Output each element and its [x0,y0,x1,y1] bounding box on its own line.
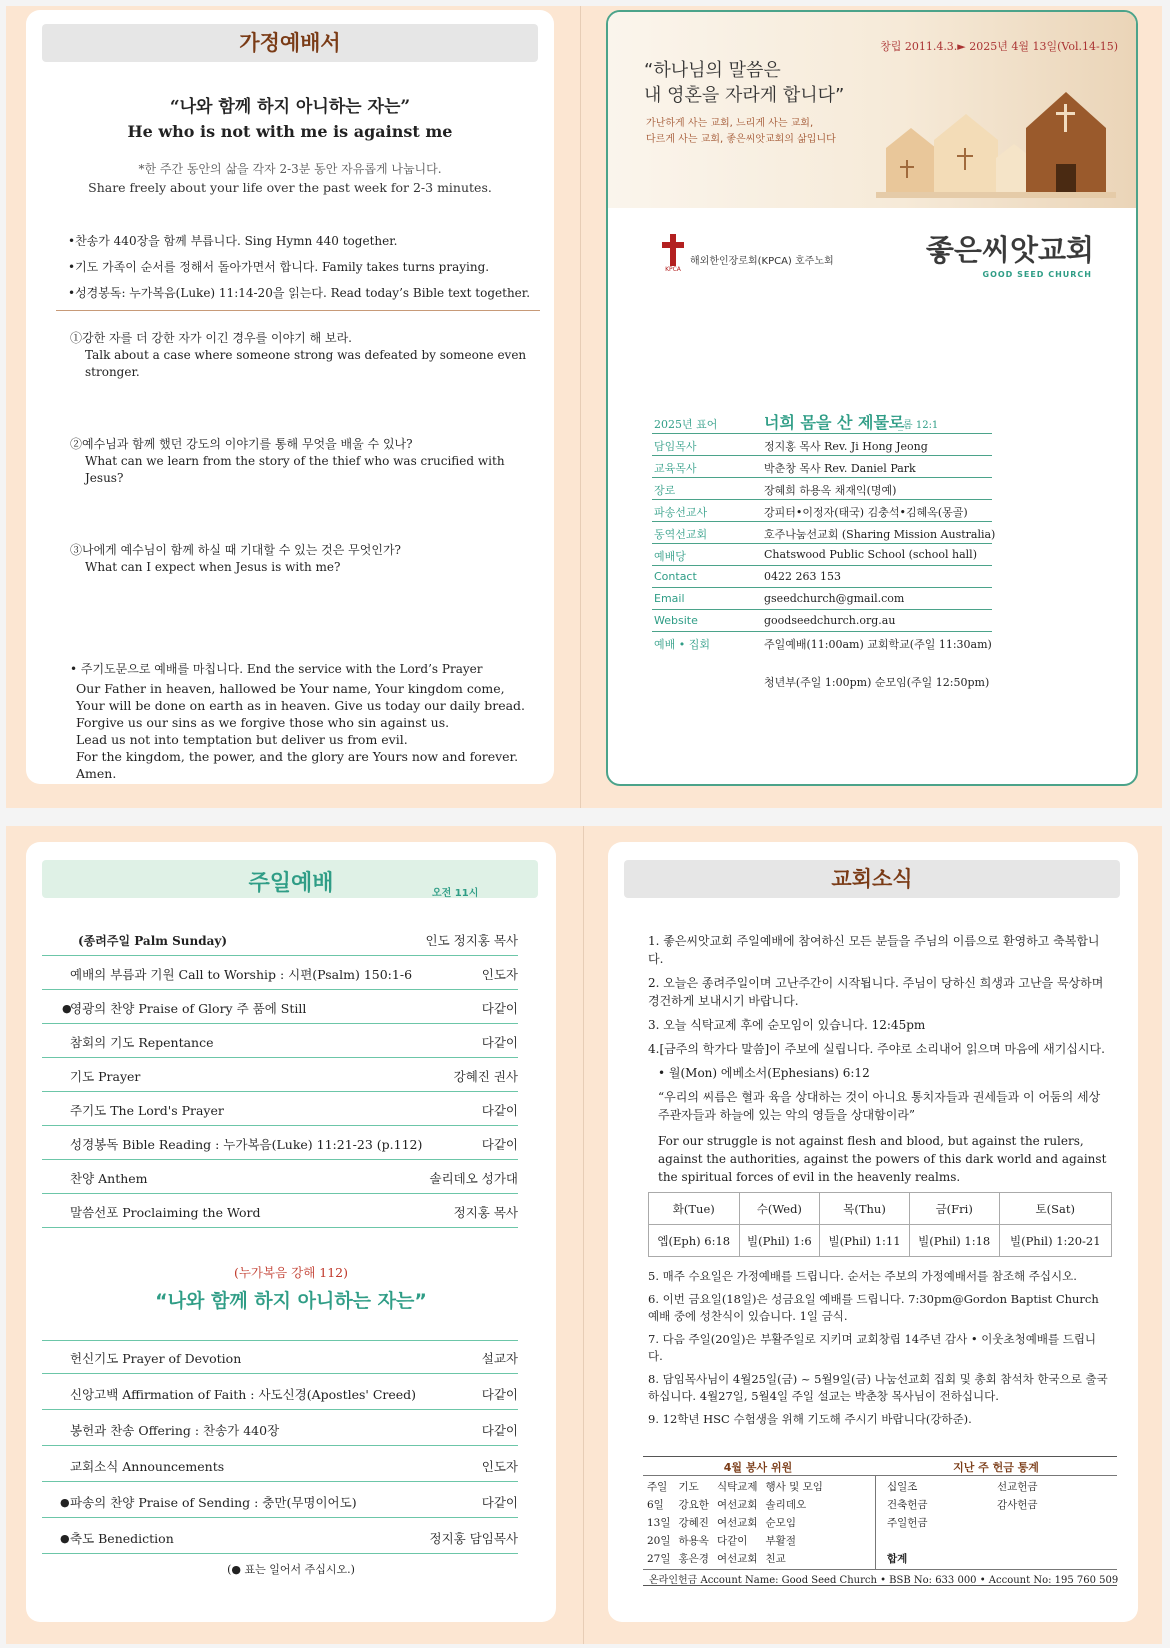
offering-table [883,1477,1113,1567]
service-item: 신앙고백 Affirmation of Faith : 사도신경(Apostles' Creed) [70,1387,417,1402]
news-item: 9. 12학년 HSC 수험생을 위해 기도해 주시기 바랍니다(강하준). [648,1412,972,1426]
info-value: 0422 263 153 [764,570,841,583]
stand-marker: ● [62,1002,72,1015]
table-cell: 솔리데오 [765,1498,807,1511]
weekly-verse-table [648,1192,1112,1257]
table-cell: 27일 [647,1552,671,1565]
info-label: 예배 • 집회 [654,638,710,651]
news-header: 교회소식 [624,860,1120,898]
prayer-line: Your will be done on earth as in heaven. Give us today our daily bread. [76,698,526,713]
question-en: What can I expect when Jesus is with me? [85,560,341,574]
closing-instruction: • 주기도문으로 예배를 마칩니다. End the service with the Lord’s Prayer [70,662,483,676]
table-cell [993,1549,1113,1567]
table-cell: 20일 [647,1534,671,1547]
info-row [652,610,992,632]
service-leader: 정지홍 목사 [453,1205,518,1220]
table-row [883,1477,1113,1495]
service-row [42,1448,518,1482]
table-cell: 주일 [647,1480,668,1493]
service-leader: 인도자 [481,967,518,982]
info-label: 담임목사 [654,440,697,453]
divider [56,310,540,311]
motto-label: 2025년 표어 [654,418,718,431]
prayer-line: Forgive us our sins as we forgive those who sin against us. [76,715,450,730]
service-row [42,1376,518,1410]
table-cell: 하용옥 [678,1534,709,1547]
news-item: 8. 담임목사님이 4월25일(금) ~ 5월9일(금) 나눔선교회 집회 및 총회 참석차 한국으로 출국하십니다. 4월27일, 5월4일 주일 설교는 박춘창 목사님이 전하십니다. [648,1372,1108,1403]
service-row [42,956,518,990]
motto-row [652,408,992,434]
table-cell: 기도 [678,1480,699,1493]
table-row [883,1513,1113,1531]
step-2: •기도 가족이 순서를 정해서 돌아가면서 합니다. Family takes turns praying. [68,260,490,274]
sermon-series: (누가복음 강해 112) [233,1265,348,1280]
info-value: 장혜희 하용옥 채재익(명예) [764,484,897,497]
service-leader: 다같이 [481,1001,518,1016]
news-item: 4.[금주의 학가다 말씀]이 주보에 실립니다. 주야로 소리내어 읽으며 마음에 새기십시다. [648,1042,1105,1056]
table-cell: 식탁교제 [716,1480,758,1493]
verse-cell: 빌(Phil) 1:20-21 [999,1225,1111,1257]
question-1 [70,330,540,381]
service-item: 예배의 부름과 기원 Call to Worship : 시편(Psalm) 150:1-6 [70,967,413,982]
step-3: •성경봉독: 누가복음(Luke) 11:14-20을 읽는다. Read today’s Bible text together. [68,286,531,300]
info-label: Email [654,592,685,605]
table-row [643,1549,827,1567]
question-ko: ②예수님과 함께 했던 강도의 이야기를 통해 무엇을 배울 수 있나? [70,437,413,451]
table-cell: 여선교회 [716,1498,758,1511]
service-leader: 다같이 [481,1423,518,1438]
service-time: 오전 11시 [432,888,479,899]
service-header: 주일예배 [248,871,334,896]
service-item: 파송의 찬양 Praise of Sending : 충만(무명이어도) [70,1495,357,1510]
verse-cell: 엡(Eph) 6:18 [649,1225,740,1257]
day-cell: 토(Sat) [999,1193,1111,1225]
info-value: Chatswood Public School (school hall) [764,548,977,561]
table-cell: 감사헌금 [997,1498,1038,1511]
intro-ko: *한 주간 동안의 삶을 각자 2-3분 동안 자유롭게 나눕니다. [138,162,442,176]
prayer-line: For the kingdom, the power, and the glory are Yours now and forever. Amen. [76,749,519,781]
question-en: What can we learn from the story of the thief who was crucified with Jesus? [85,454,505,485]
slogan-line: 내 영혼을 자라게 합니다” [644,85,845,106]
day-cell: 화(Tue) [649,1193,740,1225]
service-item: 참회의 기도 Repentance [70,1035,214,1050]
table-cell [993,1531,1113,1549]
service-item: 찬양 Anthem [70,1171,148,1186]
service-row [42,1024,518,1058]
news-item: 1. 좋은씨앗교회 주일예배에 참여하신 모든 분들을 주님의 이름으로 환영하고 축복합니다. [648,934,1100,966]
worship-title-en: He who is not with me is against me [127,122,453,141]
info-row [652,566,992,588]
service-item: (종려주일 Palm Sunday) [78,934,228,948]
family-worship-header: 가정예배서 [42,24,538,62]
duty-section [643,1456,1117,1586]
news-list-2 [648,1268,1108,1428]
service-row [42,1194,518,1228]
info-row [652,500,992,522]
lords-prayer [76,680,546,782]
info-value: 정지홍 목사 Rev. Ji Hong Jeong [764,440,928,453]
intro-en: Share freely about your life over the past week for 2-3 minutes. [88,180,492,195]
service-leader: 설교자 [481,1351,518,1366]
table-cell: 순모임 [765,1516,796,1529]
service-item: 축도 Benediction [70,1531,174,1546]
prayer-line: Lead us not into temptation but deliver us from evil. [76,732,408,747]
service-item: 교회소식 Announcements [70,1459,225,1474]
motto: 너희 몸을 산 제물로 [764,413,905,432]
table-row [649,1193,1112,1225]
service-leader: 다같이 [481,1035,518,1050]
service-row [42,1412,518,1446]
day-cell: 금(Fri) [909,1193,999,1225]
info-value: goodseedchurch.org.au [764,614,896,627]
service-row [42,1484,518,1518]
table-cell: 선교헌금 [997,1480,1038,1493]
question-2 [70,436,540,487]
table-cell: 친교 [765,1552,786,1565]
info-row [652,478,992,500]
table-row [643,1477,827,1495]
news-item: 5. 매주 수요일은 가정예배를 드립니다. 순서는 주보의 가정예배서를 참조해 주십시오. [648,1269,1077,1283]
service-item: 주기도 The Lord's Prayer [70,1103,224,1118]
info-label: 예배당 [654,550,686,563]
info-row [652,588,992,610]
info-row [652,522,996,544]
info-row [652,544,992,566]
service-item: 말씀선포 Proclaiming the Word [70,1205,261,1220]
family-worship-page [26,10,554,784]
service-item: 봉헌과 찬송 Offering : 찬송가 440장 [70,1423,280,1438]
info-value: 박춘창 목사 Rev. Daniel Park [764,462,916,475]
wooden-houses-image [876,78,1116,198]
church-name: 좋은씨앗교회 [925,233,1094,267]
service-row-palm-sunday [42,922,518,956]
church-name-en: GOOD SEED CHURCH [982,270,1092,279]
service-row [42,1092,518,1126]
table-cell: 다같이 [716,1534,748,1547]
account-line: 온라인헌금 Account Name: Good Seed Church • BSB No: 633 000 • Account No: 195 760 509 [649,1575,1119,1586]
info-label: Website [654,614,698,627]
info-block [652,408,996,698]
question-ko: ③나에게 예수님이 함께 하실 때 기대할 수 있는 것은 무엇인가? [70,543,401,557]
table-cell [883,1531,993,1549]
info-value: gseedchurch@gmail.com [764,592,905,605]
day-cell: 수(Wed) [739,1193,820,1225]
table-cell: 십일조 [887,1480,918,1493]
news-item: 3. 오늘 식탁교제 후에 순모임이 있습니다. 12:45pm [648,1018,926,1032]
table-cell: 강요한 [678,1498,709,1511]
info-label: Contact [654,570,697,583]
service-leader: 다같이 [481,1387,518,1402]
big-house [1026,92,1106,192]
service-row [42,1160,518,1194]
table-cell: 합계 [887,1552,908,1565]
duty-table [643,1477,827,1567]
table-cell: 건축헌금 [887,1498,928,1511]
denomination: 해외한인장로회(KPCA) 호주노회 [690,256,834,267]
fold-line [583,826,584,1644]
table-row [883,1549,1113,1567]
service-leader: 다같이 [481,1137,518,1152]
table-row [649,1225,1112,1257]
table-row [643,1495,827,1513]
verse-en: For our struggle is not against flesh and blood, but against the rulers, against the authorities, against the powers of this dark world and against the spiritual forces of evil in the heavenly realms. [658,1134,1107,1184]
service-item: 성경봉독 Bible Reading : 누가복음(Luke) 11:21-23 (p.112) [70,1137,423,1152]
dateline: 창립 2011.4.3.► 2025년 4월 13일(Vol.14-15) [880,40,1118,53]
info-label: 교육목사 [654,462,697,475]
news-item: 6. 이번 금요일(18일)은 성금요일 예배를 드립니다. 7:30pm@Gordon Baptist Church 예배 중에 성찬식이 있습니다. 1일 금식. [648,1292,1099,1323]
small-house [886,128,936,192]
service-leader: 다같이 [481,1495,518,1510]
table-cell: 홍은경 [678,1552,709,1565]
info-label: 동역선교회 [654,528,708,541]
info-row [652,434,992,456]
verse-reference: • 월(Mon) 에베소서(Ephesians) 6:12 [658,1066,870,1080]
slogan-sub [646,116,836,148]
slogan-line: “하나님의 말씀은 [644,60,781,81]
table-row [643,1513,827,1531]
kpca-mark: KPCA [665,266,681,273]
table-cell: 여선교회 [716,1552,758,1565]
info-row [652,456,992,478]
info-extra: 청년부(주일 1:00pm) 순모임(주일 12:50pm) [764,676,990,689]
service-leader: 강혜진 권사 [453,1069,518,1084]
question-3 [70,542,540,576]
table-cell: 부활절 [765,1534,796,1547]
service-leader: 인도 정지홍 목사 [425,933,518,948]
service-leader: 다같이 [481,1103,518,1118]
step-1: •찬송가 440장을 함께 부릅니다. Sing Hymn 440 together. [68,234,398,248]
service-row [42,990,518,1024]
stats-title: 지난 주 헌금 통계 [953,1461,1039,1474]
table-cell: 13일 [647,1516,671,1529]
duty-title: 4월 봉사 위원 [723,1461,793,1474]
stand-marker: ● [60,1532,70,1545]
service-item: 기도 Prayer [70,1069,141,1084]
question-en: Talk about a case where someone strong was defeated by someone even stronger. [85,348,527,379]
middle-house [934,114,998,192]
info-row [652,632,992,654]
stand-marker: ● [60,1496,70,1509]
service-row [42,1520,518,1554]
table-cell: 행사 및 모임 [765,1480,823,1493]
slogan [644,58,844,108]
info-value: 강피터•이정자(태국) 김충석•김혜옥(몽골) [764,506,968,519]
table-cell: 6일 [647,1498,664,1511]
verse-cell: 빌(Phil) 1:11 [820,1225,910,1257]
service-row [42,1058,518,1092]
slogan-sub-line: 가난하게 사는 교회, 느리게 사는 교회, [646,118,814,129]
service-leader: 인도자 [481,1459,518,1474]
service-leader: 솔리데오 성가대 [429,1171,518,1186]
worship-title-ko: “나와 함께 하지 아니하는 자는” [169,97,411,117]
verse-ko: “우리의 씨름은 혈과 육을 상대하는 것이 아니요 통치자들과 권세들과 이 어둠의 세상 주관자들과 하늘에 있는 악의 영들을 상대함이라” [658,1090,1101,1122]
table-row [643,1531,827,1549]
service-item: 영광의 찬양 Praise of Glory 주 품에 Still [70,1001,307,1016]
service-item: 헌신기도 Prayer of Devotion [70,1351,242,1366]
slogan-sub-line: 다르게 사는 교회, 좋은씨앗교회의 삶입니다 [646,134,836,145]
table-row [883,1495,1113,1513]
fold-line [580,6,581,808]
news-list [648,932,1108,1186]
info-value: 호주나눔선교회 (Sharing Mission Australia) [764,528,996,541]
service-row [42,1340,518,1374]
kpca-logo-icon [660,234,686,274]
stand-footnote: (● 표는 일어서 주십시오.) [227,1563,355,1576]
service-leader: 정지홍 담임목사 [429,1531,518,1546]
news-item: 2. 오늘은 종려주일이며 고난주간이 시작됩니다. 주님이 당하신 희생과 고난을 묵상하며 경건하게 보내시기 바랍니다. [648,976,1104,1008]
question-ko: ①강한 자를 더 강한 자가 이긴 경우를 이야기 해 보라. [70,331,352,345]
prayer-line: Our Father in heaven, hallowed be Your name, Your kingdom come, [76,681,505,696]
service-row [42,1126,518,1160]
info-label: 장로 [654,484,676,497]
sermon-title: “나와 함께 하지 아니하는 자는” [155,1290,427,1312]
table-cell [993,1513,1113,1531]
day-cell: 목(Thu) [820,1193,910,1225]
table-cell: 주일헌금 [887,1516,928,1529]
news-item: 7. 다음 주일(20일)은 부활주일로 지키며 교회창립 14주년 감사 • 이웃초청예배를 드립니다. [648,1332,1097,1363]
info-value: 주일예배(11:00am) 교회학교(주일 11:30am) [764,638,992,651]
verse-cell: 빌(Phil) 1:18 [909,1225,999,1257]
table-row [883,1531,1113,1549]
table-cell: 강혜진 [678,1516,709,1529]
cover-page [606,10,1138,786]
table-cell: 여선교회 [716,1516,758,1529]
info-label: 파송선교사 [654,506,708,519]
verse-cell: 빌(Phil) 1:6 [739,1225,820,1257]
motto-ref: _롬 12:1 [898,420,939,431]
